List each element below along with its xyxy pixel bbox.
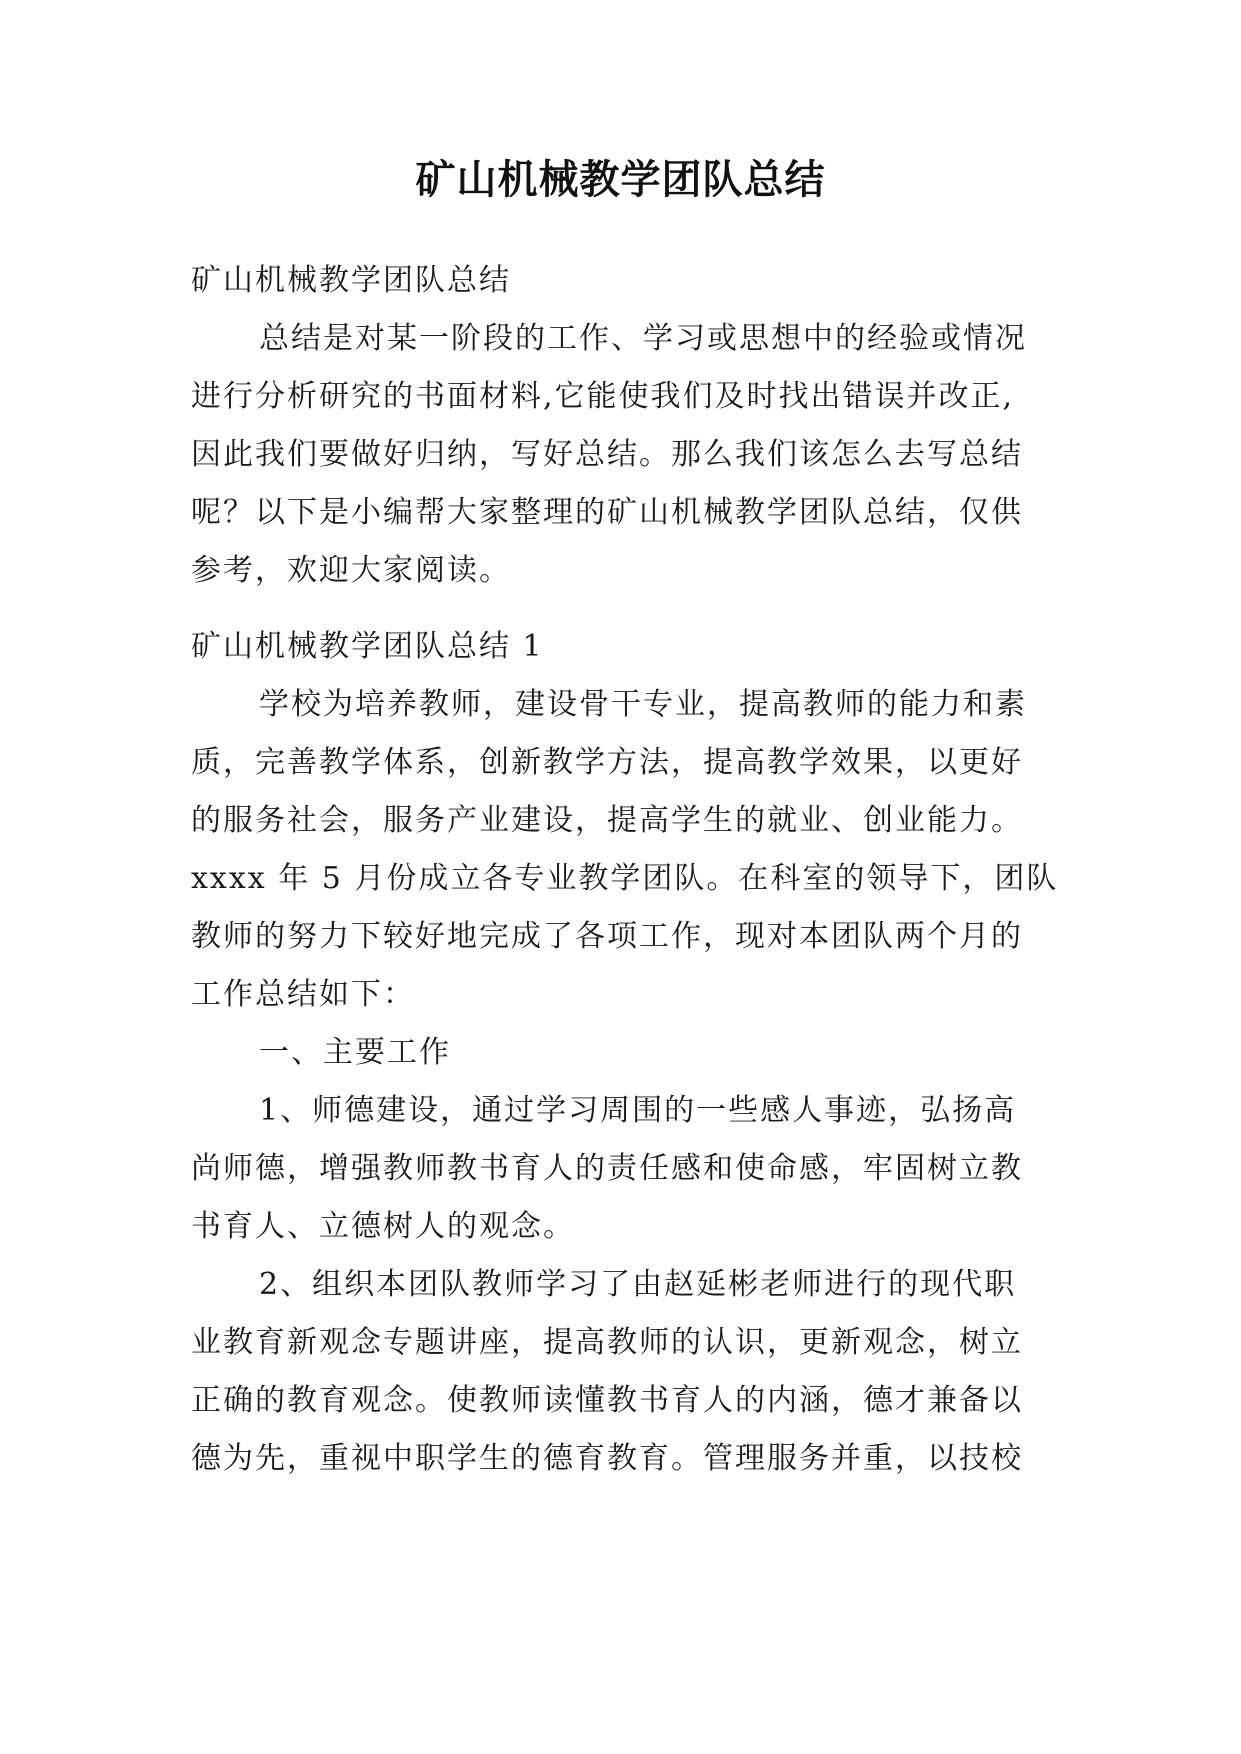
item-line: 书育人、立德树人的观念。 [191, 1209, 575, 1244]
item-line: 2、组织本团队教师学习了由赵延彬老师进行的现代职 [259, 1267, 1017, 1302]
intro-line: 总结是对某一阶段的工作、学习或思想中的经验或情况 [259, 321, 1027, 356]
intro-heading: 矿山机械教学团队总结 [191, 263, 511, 298]
intro-line: 呢？以下是小编帮大家整理的矿山机械教学团队总结，仅供 [191, 495, 1023, 530]
section1-heading: 矿山机械教学团队总结 1 [191, 629, 544, 664]
paragraph-line: 的服务社会，服务产业建设，提高学生的就业、创业能力。 [191, 803, 1023, 838]
paragraph-line: 学校为培养教师，建设骨干专业，提高教师的能力和素 [259, 687, 1027, 722]
intro-paragraph [191, 310, 1061, 600]
paragraph-line: 教师的努力下较好地完成了各项工作，现对本团队两个月的 [191, 919, 1023, 954]
intro-line: 因此我们要做好归纳，写好总结。那么我们该怎么去写总结 [191, 437, 1023, 472]
paragraph-line: 工作总结如下： [191, 977, 415, 1012]
intro-line: 进行分析研究的书面材料,它能使我们及时找出错误并改正, [191, 379, 1015, 414]
item-line: 正确的教育观念。使教师读懂教书育人的内涵，德才兼备以 [191, 1383, 1023, 1418]
item2-paragraph [191, 1256, 1061, 1488]
item-line: 业教育新观念专题讲座，提高教师的认识，更新观念，树立 [191, 1325, 1023, 1360]
item-line: 1、师德建设，通过学习周围的一些感人事迹，弘扬高 [259, 1093, 1017, 1128]
item-line: 德为先，重视中职学生的德育教育。管理服务并重，以技校 [191, 1441, 1023, 1476]
item1-paragraph [191, 1082, 1061, 1256]
intro-line: 参考，欢迎大家阅读。 [191, 553, 511, 588]
main-work-heading: 一、主要工作 [259, 1035, 451, 1070]
document-title: 矿山机械教学团队总结 [415, 157, 826, 203]
main-work-heading-block [191, 1024, 1061, 1082]
paragraph-line: 质，完善教学体系，创新教学方法，提高教学效果，以更好 [191, 745, 1023, 780]
section1-heading-block [191, 618, 1061, 676]
item-line: 尚师德，增强教师教书育人的责任感和使命感，牢固树立教 [191, 1151, 1023, 1186]
paragraph-line: xxxx 年 5 月份成立各专业教学团队。在科室的领导下，团队 [191, 861, 1059, 896]
intro-heading-block [191, 252, 1061, 310]
section1-paragraph [191, 676, 1061, 1024]
